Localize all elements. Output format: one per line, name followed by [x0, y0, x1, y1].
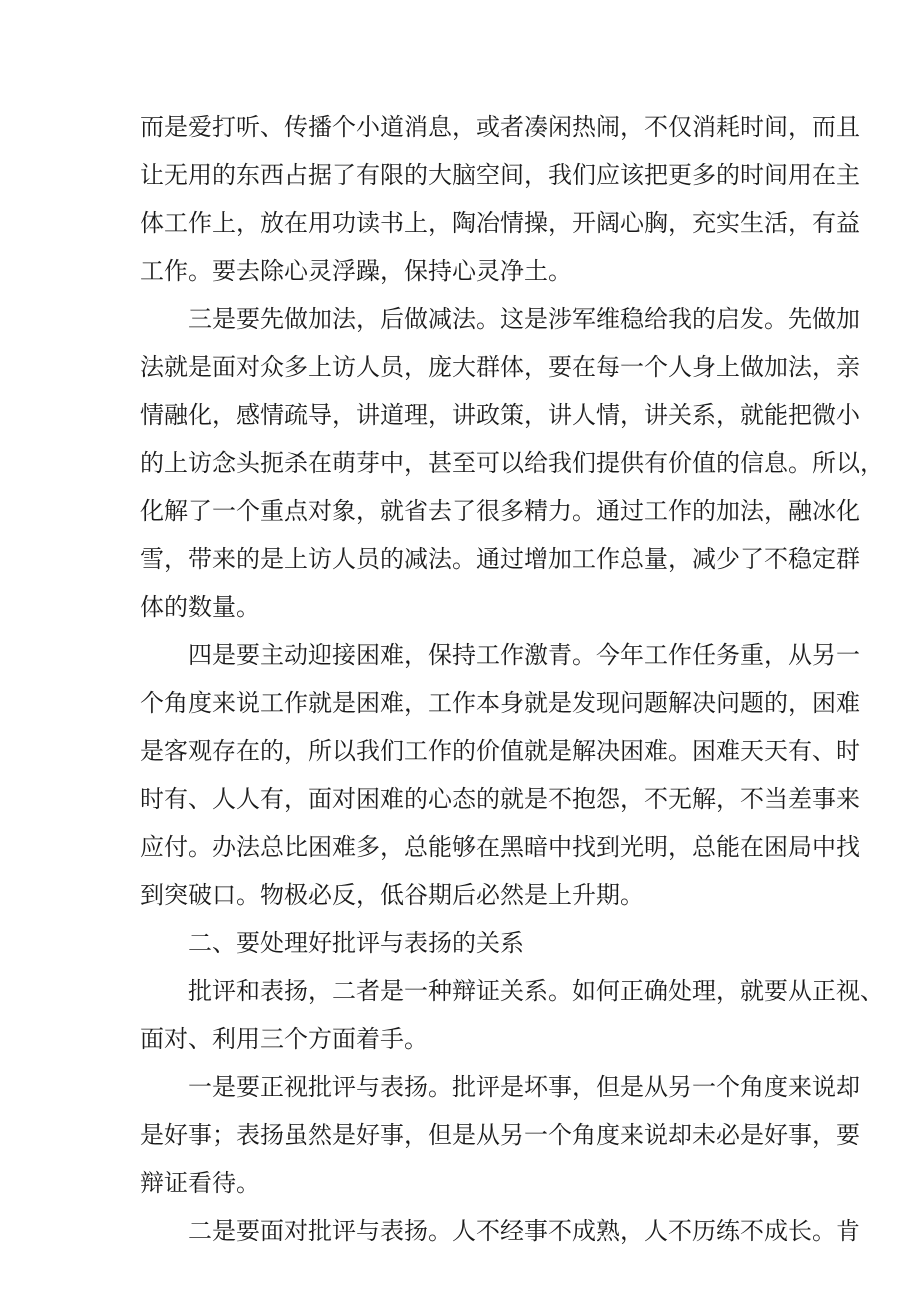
- text-line: 是好事；表扬虽然是好事，但是从另一个角度来说却未必是好事，要: [140, 1121, 860, 1149]
- text-line: 批评和表扬，二者是一种辩证关系。如何正确处理，就要从正视、: [188, 977, 884, 1005]
- text-line: 工作。要去除心灵浮躁，保持心灵净土。: [140, 257, 572, 285]
- text-line: 是客观存在的，所以我们工作的价值就是解决困难。困难天天有、时: [140, 737, 860, 765]
- text-line: 时有、人人有，面对困难的心态的就是不抱怨，不无解，不当差事来: [140, 785, 860, 813]
- text-line: 化解了一个重点对象，就省去了很多精力。通过工作的加法，融冰化: [140, 497, 860, 525]
- text-line: 而是爱打听、传播个小道消息，或者凑闲热闹，不仅消耗时间，而且: [140, 113, 860, 141]
- text-line: 法就是面对众多上访人员，庞大群体，要在每一个人身上做加法，亲: [140, 353, 860, 381]
- text-line: 的上访念头扼杀在萌芽中，甚至可以给我们提供有价值的信息。所以，: [140, 449, 884, 477]
- text-line: 二是要面对批评与表扬。人不经事不成熟，人不历练不成长。肯: [188, 1217, 860, 1245]
- text-line: 应付。办法总比困难多，总能够在黑暗中找到光明，总能在困局中找: [140, 833, 860, 861]
- text-line: 到突破口。物极必反，低谷期后必然是上升期。: [140, 881, 644, 909]
- section-heading: 二、要处理好批评与表扬的关系: [188, 929, 524, 957]
- text-line: 让无用的东西占据了有限的大脑空间，我们应该把更多的时间用在主: [140, 161, 860, 189]
- text-line: 情融化，感情疏导，讲道理，讲政策，讲人情，讲关系，就能把微小: [140, 401, 860, 429]
- text-line: 三是要先做加法，后做减法。这是涉军维稳给我的启发。先做加: [188, 305, 860, 333]
- text-line: 雪，带来的是上访人员的减法。通过增加工作总量，减少了不稳定群: [140, 545, 860, 573]
- text-line: 一是要正视批评与表扬。批评是坏事，但是从另一个角度来说却: [188, 1073, 860, 1101]
- text-line: 个角度来说工作就是困难，工作本身就是发现问题解决问题的，困难: [140, 689, 860, 717]
- text-line: 体工作上，放在用功读书上，陶冶情操，开阔心胸，充实生活，有益: [140, 209, 860, 237]
- text-line: 面对、利用三个方面着手。: [140, 1025, 428, 1053]
- text-line: 辩证看待。: [140, 1169, 260, 1197]
- text-line: 体的数量。: [140, 593, 260, 621]
- text-line: 四是要主动迎接困难，保持工作激青。今年工作任务重，从另一: [188, 641, 860, 669]
